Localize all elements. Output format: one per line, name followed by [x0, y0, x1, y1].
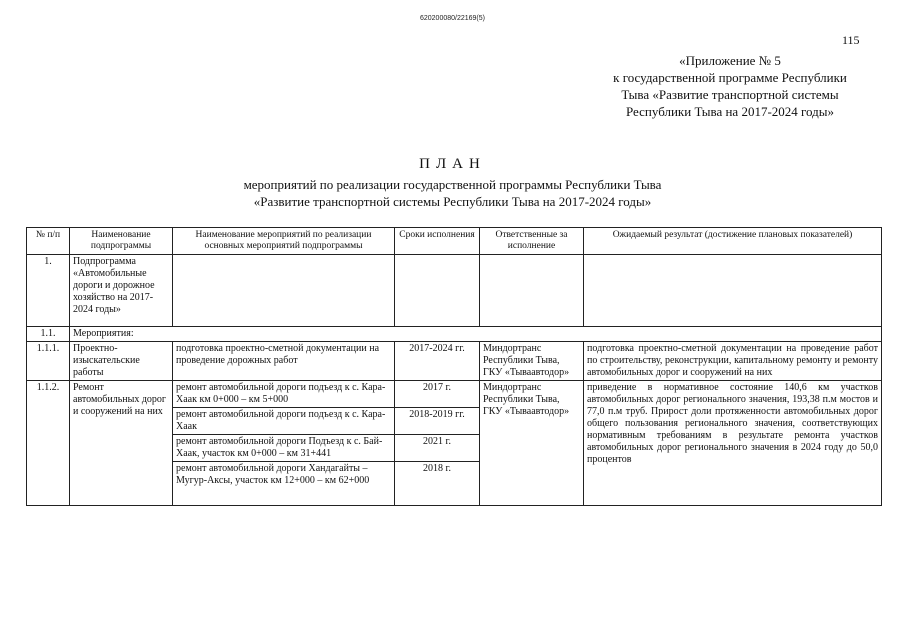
document-number: 620200080/22169(5)	[419, 15, 485, 22]
table-row	[27, 342, 882, 381]
row-responsible: Миндортранс Республики Тыва, ГКУ «Тываавтодор»	[480, 381, 584, 506]
row-result: приведение в нормативное состояние 140,6 км участков автомобильных дорог регионального значения, 193,38 п.м мостов и 77,0 п.м труб. Прирост доли протяженности автомобильных дорог общего пользования регионального значения, соответствующих нормативным требованиям в результате ремонта участков автомобильных дорог регионального значения в 2024 году до 50,0 процентов	[584, 381, 882, 506]
row-num: 1.1.	[27, 327, 70, 342]
row-term: 2018-2019 гг.	[395, 408, 480, 435]
row-term: 2021 г.	[395, 435, 480, 462]
row-term: 2017-2024 гг.	[395, 342, 480, 381]
appendix-line-2: к государственной программе Республики	[613, 70, 847, 85]
row-measure: ремонт автомобильной дороги подъезд к с. Кара-Хаак км 0+000 – км 5+000	[173, 381, 395, 408]
header-terms: Сроки исполнения	[395, 228, 480, 255]
row-label: Мероприятия:	[70, 327, 882, 342]
row-num: 1.1.1.	[27, 342, 70, 381]
table-row	[27, 327, 882, 342]
appendix-line-4: Республики Тыва на 2017-2024 годы»	[625, 104, 835, 119]
row-measure: ремонт автомобильной дороги Подъезд к с. Бай-Хаак, участок км 0+000 – км 31+441	[173, 435, 395, 462]
row-measure: ремонт автомобильной дороги Хандагайты – Мугур-Аксы, участок км 12+000 – км 62+000	[173, 462, 395, 506]
row-measure: ремонт автомобильной дороги подъезд к с. Кара-Хаак	[173, 408, 395, 435]
plan-table	[26, 227, 882, 506]
appendix-line-3: Тыва «Развитие транспортной системы	[621, 87, 839, 102]
header-num: № п/п	[27, 228, 70, 255]
row-num: 1.1.2.	[27, 381, 70, 506]
plan-title: ПЛАН	[419, 156, 486, 172]
row-name: Проектно-изыскательские работы	[70, 342, 173, 381]
appendix-heading	[560, 52, 900, 120]
header-responsible: Ответственные за исполнение	[480, 228, 584, 255]
row-measure: подготовка проектно-сметной документации на проведение дорожных работ	[173, 342, 395, 381]
plan-subtitle-line-1: мероприятий по реализации государственной программы Республики Тыва	[243, 177, 662, 192]
table-row	[27, 255, 882, 327]
appendix-line-1: «Приложение № 5	[679, 53, 781, 68]
row-num: 1.	[27, 255, 70, 327]
row-name: Ремонт автомобильных дорог и сооружений на них	[70, 381, 173, 506]
header-result: Ожидаемый результат (достижение плановых показателей)	[584, 228, 882, 255]
row-term: 2018 г.	[395, 462, 480, 506]
row-term: 2017 г.	[395, 381, 480, 408]
table-header-row	[27, 228, 882, 255]
page-number: 115	[842, 33, 860, 47]
plan-subtitle-line-2: «Развитие транспортной системы Республики Тыва на 2017-2024 годы»	[253, 194, 652, 209]
row-responsible: Миндортранс Республики Тыва, ГКУ «Тываавтодор»	[480, 342, 584, 381]
plan-subtitle	[0, 176, 905, 210]
header-subprogram: Наименование подпрограммы	[70, 228, 173, 255]
table-row	[27, 381, 882, 408]
header-measures: Наименование мероприятий по реализации основных мероприятий подпрограммы	[173, 228, 395, 255]
row-subprogram: Подпрограмма «Автомобильные дороги и дорожное хозяйство на 2017-2024 годы»	[70, 255, 173, 327]
row-result: подготовка проектно-сметной документации на проведение работ по строительству, реконструкции, капитальному ремонту и ремонту автомобильных дорог и сооружений на них	[584, 342, 882, 381]
